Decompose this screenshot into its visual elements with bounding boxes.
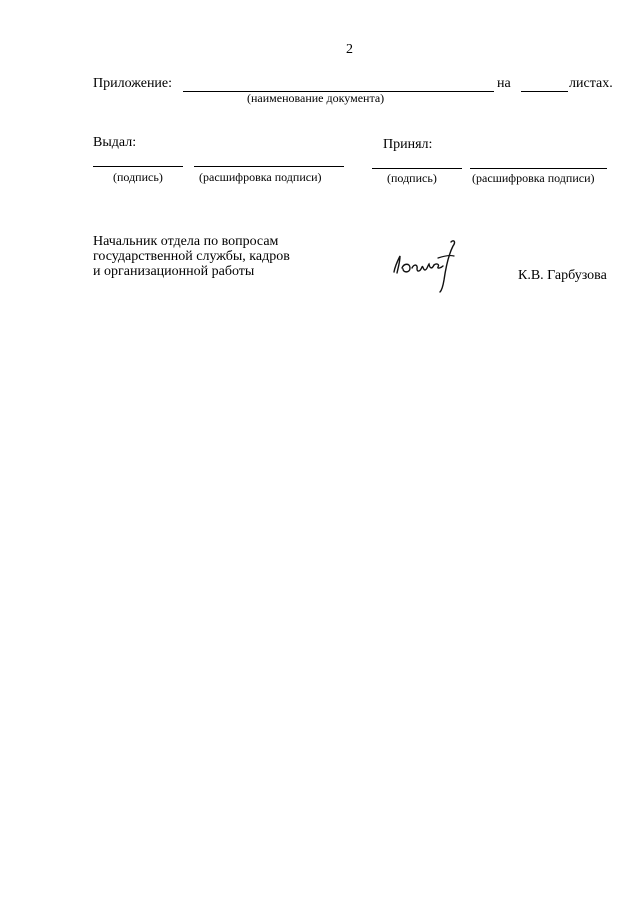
issued-decoding-line xyxy=(194,166,344,167)
signatory-position-line3: и организационной работы xyxy=(93,264,255,279)
accepted-decoding-line xyxy=(470,168,607,169)
attachment-name-caption: (наименование документа) xyxy=(247,91,385,105)
issued-signature-caption: (подпись) xyxy=(113,170,163,184)
issued-decoding-caption: (расшифровка подписи) xyxy=(199,170,322,184)
page-number: 2 xyxy=(346,42,353,57)
signatory-position-line1: Начальник отдела по вопросам xyxy=(93,234,279,249)
signatory-position xyxy=(93,234,333,279)
attachment-on-label: на xyxy=(497,76,511,91)
handwritten-signature xyxy=(388,236,464,296)
signatory-name: К.В. Гарбузова xyxy=(518,268,607,283)
signatory-position-line2: государственной службы, кадров xyxy=(93,249,290,264)
accepted-signature-caption: (подпись) xyxy=(387,171,437,185)
accepted-decoding-caption: (расшифровка подписи) xyxy=(472,171,595,185)
issued-label: Выдал: xyxy=(93,135,137,150)
attachment-label: Приложение: xyxy=(93,76,173,91)
issued-signature-line xyxy=(93,166,183,167)
accepted-label: Принял: xyxy=(383,137,433,152)
attachment-sheets-label: листах. xyxy=(569,76,613,91)
accepted-signature-line xyxy=(372,168,462,169)
attachment-sheets-line xyxy=(521,91,568,92)
